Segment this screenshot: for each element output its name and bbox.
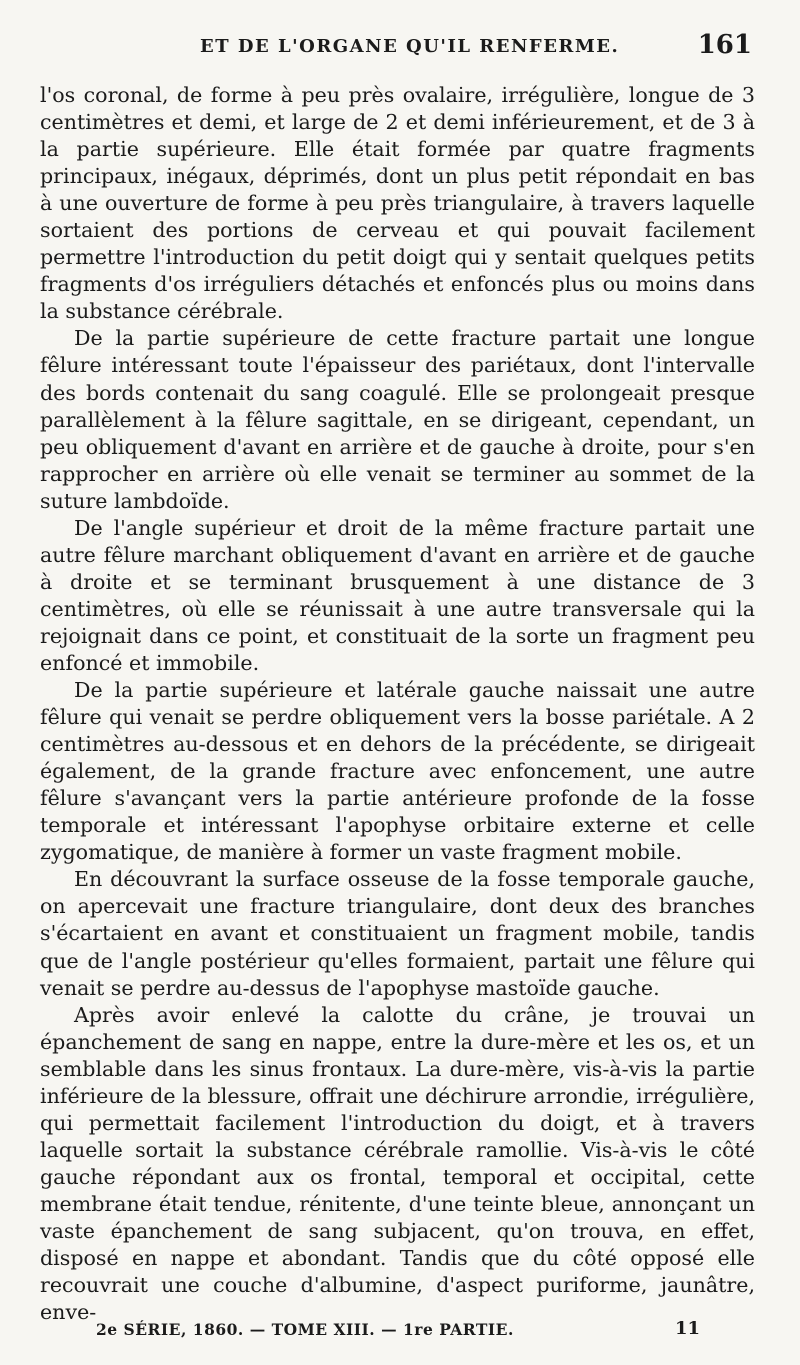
page-number: 161 [697,30,752,60]
page-header [40,30,760,64]
paragraph-5: En découvrant la surface osseuse de la fosse temporale gauche, on apercevait une fracture triangulaire, dont deux des branches s'écartaient en avant et constituaient un fragment mobile, tandis que de l'angle postérieur qu'elles formaient, partait une fêlure qui venait se perdre au-dessus de l'apophyse mastoïde gauche. [40,867,755,1000]
sheet-number: 11 [674,1318,700,1339]
paragraph-4: De la partie supérieure et latérale gauche naissait une autre fêlure qui venait se perdre obliquement vers la bosse pariétale. A 2 centimètres au-dessous et en dehors de la précédente, se dirigeait également, de la grande fracture avec enfoncement, une autre fêlure s'avançant vers la partie antérieure profonde de la fosse temporale et intéressant l'apophyse orbitaire externe et celle zygomatique, de manière à former un vaste fragment mobile. [40,678,755,865]
paragraph-6: Après avoir enlevé la calotte du crâne, je trouvai un épanchement de sang en nappe, entre la dure-mère et les os, et un semblable dans les sinus frontaux. La dure-mère, vis-à-vis la partie inférieure de la blessure, offrait une déchirure arrondie, irrégulière, qui permettait facilement l'introduction du doigt, et à travers laquelle sortait la substance cérébrale ramollie. Vis-à-vis le côté gauche répondant aux os frontal, temporal et occipital, cette membrane était tendue, rénitente, d'une teinte bleue, annonçant un vaste épanchement de sang subjacent, qu'on trouva, en effet, disposé en nappe et abondant. Tandis que du côté opposé elle recouvrait une couche d'albumine, d'aspect puriforme, jaunâtre, enve- [40,1002,755,1325]
paragraph-3: De l'angle supérieur et droit de la même fracture partait une autre fêlure marchant obliquement d'avant en arrière et de gauche à droite et se terminant brusquement à une distance de 3 centimètres, où elle se réunissait à une autre transversale qui la rejoignait dans ce point, et constituait de la sorte un fragment peu enfoncé et immobile. [40,515,755,675]
signature-line: 2e SÉRIE, 1860. — TOME XIII. — 1re PARTIE. [96,1320,514,1339]
paragraph-1: l'os coronal, de forme à peu près ovalaire, irrégulière, longue de 3 centimètres et demi, et large de 2 et demi inférieurement, et de 3 à la partie supérieure. Elle était formée par quatre fragments principaux, inégaux, déprimés, dont un plus petit répondait en bas à une ouverture de forme à peu près triangulaire, à travers laquelle sortaient des portions de cerveau et qui pouvait facilement permettre l'introduction du petit doigt qui y sentait quelques petits fragments d'os irréguliers détachés et enfoncés plus ou moins dans la substance cérébrale. [40,83,755,324]
page-footer [96,1318,700,1348]
paragraph-2: De la partie supérieure de cette fracture partait une longue fêlure intéressant toute l'épaisseur des pariétaux, dont l'intervalle des bords contenait du sang coagulé. Elle se prolongeait presque parallèlement à la fêlure sagittale, en se dirigeant, cependant, un peu obliquement d'avant en arrière et de gauche à droite, pour s'en rapprocher en arrière où elle venait se terminer au sommet de la suture lambdoïde. [40,326,755,513]
body-text [40,82,755,1326]
running-head: ET DE L'ORGANE QU'IL RENFERME. [200,36,620,57]
